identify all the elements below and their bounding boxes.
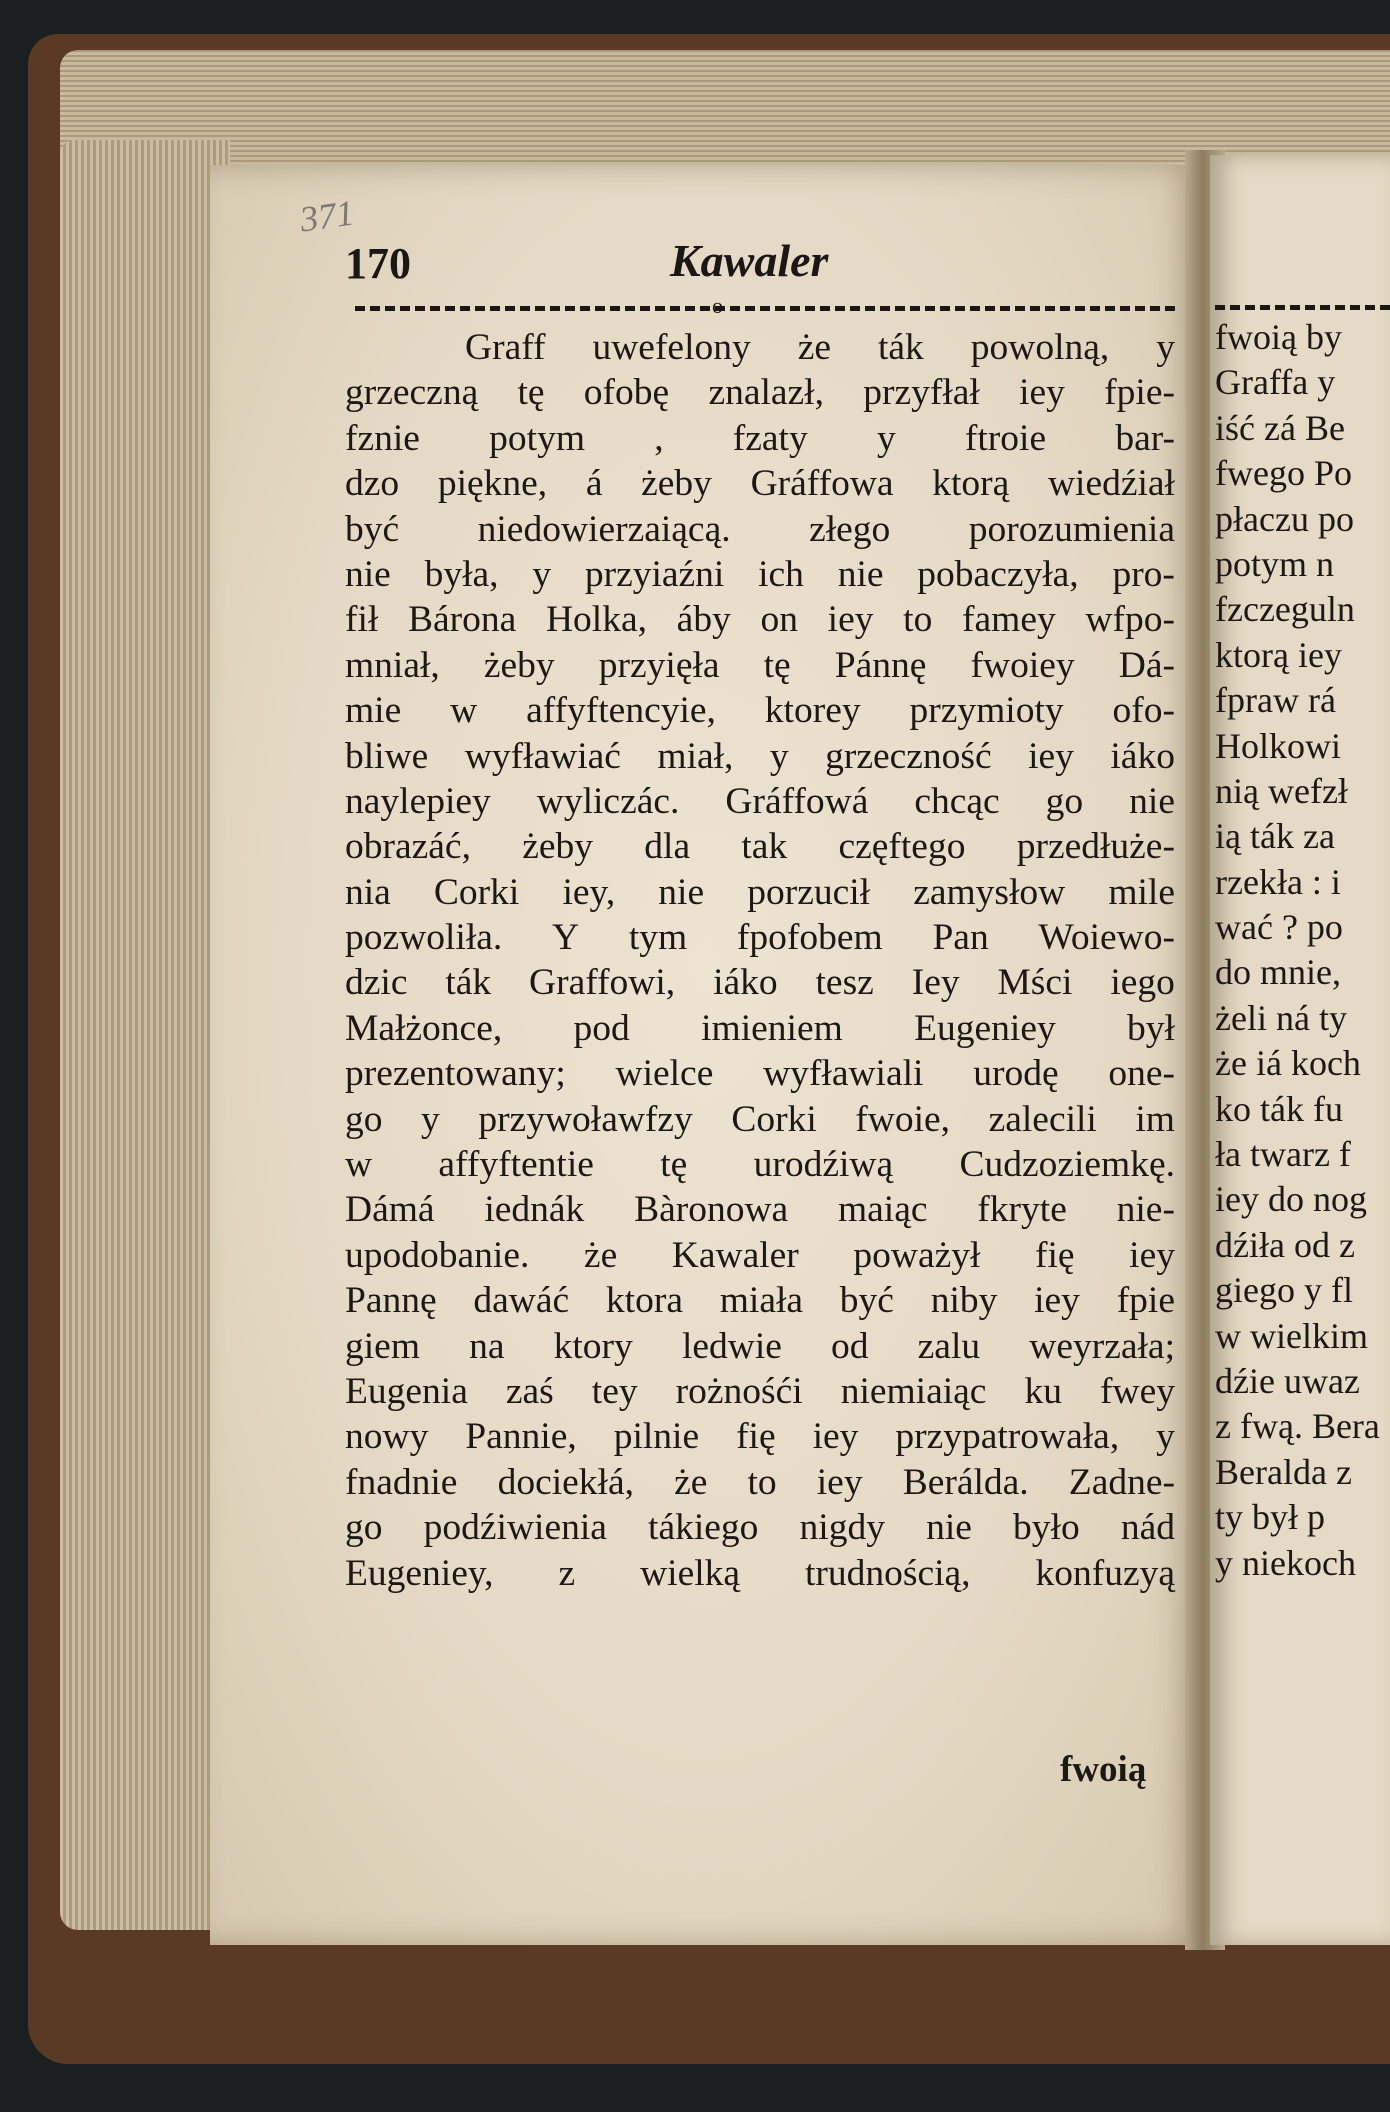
- word: go: [345, 1098, 383, 1140]
- word: Dá-: [1118, 644, 1175, 686]
- word: ftroie: [964, 417, 1047, 459]
- word: Kawaler: [671, 1234, 799, 1276]
- word: ktora: [605, 1280, 683, 1322]
- word: ktorą: [932, 463, 1010, 505]
- word: Mści: [997, 962, 1073, 1004]
- word: iey: [1019, 372, 1065, 414]
- word: niby: [930, 1280, 998, 1322]
- word: żeby: [641, 463, 712, 505]
- word: Pannie,: [465, 1416, 577, 1458]
- word: wielce: [615, 1053, 714, 1095]
- word: pobaczyła,: [917, 553, 1079, 595]
- word: w: [450, 690, 478, 732]
- word: miała: [719, 1280, 804, 1322]
- word: nie: [837, 553, 884, 595]
- word: porozumienia: [968, 508, 1175, 550]
- word: Gráffowa: [750, 463, 894, 505]
- word: Eugeniey: [914, 1007, 1056, 1049]
- right-text-line: ktorą iey: [1215, 634, 1342, 675]
- word: przedłuże-: [1016, 826, 1175, 868]
- word: ledwie: [681, 1325, 782, 1367]
- text-line: [345, 1324, 1175, 1369]
- right-text-line: fpraw rá: [1215, 680, 1336, 721]
- word: Bàronowa: [634, 1189, 789, 1231]
- word: iey: [1034, 1280, 1080, 1322]
- word: potym: [489, 417, 585, 459]
- word: przymioty: [909, 690, 1064, 732]
- word: Cudzoziemkę.: [959, 1144, 1175, 1186]
- word: poważył: [853, 1234, 981, 1276]
- word: Y: [552, 917, 580, 959]
- text-line: [345, 416, 1175, 461]
- word: bar-: [1115, 417, 1175, 459]
- word: im: [1135, 1098, 1175, 1140]
- word: był: [1127, 1007, 1175, 1049]
- word: Holka,: [545, 599, 647, 641]
- text-line: [345, 461, 1175, 506]
- word: Dámá: [345, 1189, 435, 1231]
- word: y: [769, 735, 789, 777]
- right-text-line: Beralda z: [1215, 1451, 1352, 1492]
- word: powolną,: [970, 327, 1110, 368]
- page-number: 170: [345, 239, 411, 288]
- word: było: [1013, 1507, 1080, 1549]
- word: upodobanie.: [345, 1234, 530, 1276]
- word: iey: [812, 1416, 859, 1458]
- text-line: [345, 915, 1175, 960]
- word: że: [797, 327, 831, 368]
- word: fwoiey: [970, 644, 1075, 686]
- word: przyięła: [598, 644, 720, 686]
- word: iey: [816, 1461, 863, 1503]
- word: iednák: [484, 1189, 585, 1231]
- word: wiedźiał: [1047, 463, 1175, 505]
- word: ktorey: [764, 690, 861, 732]
- word: iey: [827, 599, 874, 641]
- word: bliwe: [345, 735, 429, 777]
- word: pilnie: [613, 1416, 700, 1458]
- word: prezentowany;: [345, 1053, 566, 1095]
- text-line: [345, 370, 1175, 415]
- right-text-line: w wielkim: [1215, 1315, 1368, 1356]
- word: chcąc: [914, 780, 1000, 822]
- right-text-line: potym n: [1215, 543, 1335, 584]
- word: tym: [628, 917, 688, 959]
- word: Zadne-: [1068, 1461, 1175, 1503]
- right-text-line: dźiła od z: [1215, 1224, 1355, 1265]
- word: przypatrowała,: [895, 1416, 1120, 1458]
- word: fił: [345, 599, 379, 641]
- word: dociekłá,: [497, 1461, 634, 1503]
- word: ,: [654, 417, 664, 459]
- word: on: [760, 599, 798, 641]
- text-line: [345, 552, 1175, 597]
- word: przyiaźni: [584, 553, 725, 595]
- word: tak: [741, 826, 788, 868]
- word: Corki: [433, 871, 520, 913]
- word: fię: [1035, 1234, 1075, 1276]
- right-text-line: ła twarz f: [1215, 1134, 1351, 1175]
- word: zalu: [917, 1325, 981, 1367]
- word: affyftencyie,: [526, 690, 716, 732]
- text-line: [345, 1414, 1175, 1459]
- word: iego: [1110, 962, 1175, 1004]
- text-line: [345, 507, 1175, 552]
- right-page: [1210, 155, 1390, 1945]
- text-line: [345, 1051, 1175, 1096]
- word: fię: [736, 1416, 776, 1458]
- word: nie: [658, 871, 705, 913]
- right-text-line: fwoią by: [1215, 317, 1342, 357]
- word: fnadnie: [345, 1461, 458, 1503]
- word: famey: [962, 599, 1056, 641]
- right-text-line: że iá koch: [1215, 1043, 1361, 1084]
- word: Iey: [911, 962, 960, 1004]
- word: Pánnę: [834, 644, 927, 686]
- text-line: [345, 960, 1175, 1005]
- right-text-line: ią ták za: [1215, 816, 1335, 857]
- word: nia: [345, 871, 391, 913]
- word: żeby: [483, 644, 555, 686]
- word: Berálda.: [902, 1461, 1029, 1503]
- word: iáko: [713, 962, 778, 1004]
- word: była,: [424, 553, 499, 595]
- word: Graffowi,: [529, 962, 676, 1004]
- text-line: [345, 779, 1175, 824]
- word: Gráffowá: [725, 780, 869, 822]
- right-text-line: iey do nog: [1215, 1179, 1367, 1220]
- text-line: [345, 1187, 1175, 1232]
- word: giem: [345, 1325, 420, 1367]
- word: tę: [763, 644, 791, 686]
- word: nigdy: [799, 1507, 885, 1549]
- right-text-line: ty był p: [1215, 1497, 1326, 1538]
- word: zamysłow: [913, 871, 1066, 913]
- word: wielką: [640, 1552, 741, 1594]
- word: Woiewo-: [1038, 917, 1175, 959]
- right-text-line: z fwą. Bera: [1215, 1406, 1380, 1447]
- word: dzic: [345, 962, 408, 1004]
- right-text-line: dźie uwaz: [1215, 1360, 1360, 1401]
- text-line: [345, 1278, 1175, 1323]
- word: trudnością,: [804, 1552, 971, 1594]
- word: grzeczność: [825, 735, 992, 777]
- word: dzo: [345, 463, 400, 505]
- right-text-line: ko ták fu: [1215, 1088, 1343, 1129]
- text-line: [345, 1233, 1175, 1278]
- word: być: [839, 1280, 894, 1322]
- right-text-line: Holkowi: [1215, 725, 1341, 766]
- word: fznie: [345, 417, 420, 459]
- word: Eugeniey,: [345, 1552, 494, 1594]
- word: że: [674, 1461, 708, 1503]
- word: y: [532, 553, 552, 595]
- word: pod: [573, 1007, 630, 1049]
- word: tę: [517, 372, 545, 414]
- word: iáko: [1110, 735, 1175, 777]
- word: przywoławfzy: [478, 1098, 693, 1140]
- word: wyfławiać: [464, 735, 621, 777]
- right-text-line: y niekoch: [1215, 1542, 1356, 1583]
- header-rule: [355, 306, 1175, 311]
- word: Bárona: [408, 599, 517, 641]
- word: ták: [877, 327, 924, 368]
- word: miał,: [657, 735, 734, 777]
- right-text-line: giego y fl: [1215, 1270, 1353, 1311]
- word: iey: [1028, 735, 1074, 777]
- word: przyfłał: [863, 372, 980, 414]
- word: imieniem: [701, 1007, 843, 1049]
- right-text-line: fwego Po: [1215, 453, 1352, 494]
- word: one-: [1108, 1053, 1175, 1095]
- word: fwey: [1100, 1370, 1175, 1412]
- right-page-text: [1215, 315, 1390, 1586]
- word: Pan: [932, 917, 989, 959]
- word: zalecili: [988, 1098, 1097, 1140]
- word: porzucił: [747, 871, 871, 913]
- word: weyrzała;: [1029, 1325, 1175, 1367]
- word: zaś: [505, 1370, 554, 1412]
- text-line: [345, 1505, 1175, 1550]
- page-edges-side: [60, 140, 230, 1930]
- running-title: Kawaler: [670, 235, 829, 286]
- word: to: [747, 1461, 777, 1503]
- text-line: [345, 1460, 1175, 1505]
- word: wyliczác.: [536, 780, 680, 822]
- word: żeby: [522, 826, 594, 868]
- text-line: [345, 325, 1175, 370]
- word: ich: [758, 553, 804, 595]
- text-line: [345, 734, 1175, 779]
- word: podźiwienia: [423, 1507, 607, 1549]
- word: mie: [345, 690, 402, 732]
- text-line: [345, 688, 1175, 733]
- word: fkryte: [977, 1189, 1067, 1231]
- text-line: [345, 870, 1175, 915]
- right-text-line: wać ? po: [1215, 907, 1343, 948]
- right-text-line: płaczu po: [1215, 498, 1354, 539]
- word: ktory: [553, 1325, 633, 1367]
- word: nie-: [1116, 1189, 1175, 1231]
- word: y: [1156, 327, 1175, 368]
- word: niedowierzaiącą.: [477, 508, 731, 550]
- right-text-line: iść zá Be: [1215, 407, 1345, 448]
- word: piękne,: [437, 463, 548, 505]
- left-page-text: [345, 325, 1175, 1596]
- word: tę: [660, 1144, 688, 1186]
- word: rożnośći: [675, 1370, 803, 1412]
- word: naylepiey: [345, 780, 491, 822]
- word: pro-: [1112, 553, 1175, 595]
- word: iey: [1129, 1234, 1175, 1276]
- word: y: [421, 1098, 440, 1140]
- word: nie: [1129, 780, 1175, 822]
- text-line: [345, 1369, 1175, 1414]
- word: mile: [1108, 871, 1175, 913]
- word: tákiego: [648, 1507, 759, 1549]
- word: na: [469, 1325, 505, 1367]
- word: obrazáć,: [345, 826, 471, 868]
- word: nie: [926, 1507, 972, 1549]
- word: że: [583, 1234, 618, 1276]
- word: go: [1045, 780, 1084, 822]
- word: złego: [809, 508, 891, 550]
- word: fpie-: [1104, 372, 1175, 414]
- text-line: [345, 824, 1175, 869]
- word: á: [585, 463, 603, 505]
- word: nowy: [345, 1416, 429, 1458]
- word: fzaty: [732, 417, 808, 459]
- word: od: [831, 1325, 869, 1367]
- word: nie: [345, 553, 391, 595]
- word: wfpo-: [1085, 599, 1175, 641]
- word: dla: [644, 826, 691, 868]
- right-text-line: fzczeguln: [1215, 589, 1355, 630]
- word: wyfławiali: [763, 1053, 924, 1095]
- word: Pannę: [345, 1280, 437, 1322]
- right-text-line: nią wefzł: [1215, 770, 1348, 811]
- word: mniał,: [345, 644, 440, 686]
- word: Eugenia: [345, 1370, 468, 1412]
- word: być: [345, 508, 400, 550]
- text-line: [345, 597, 1175, 642]
- word: go: [345, 1507, 383, 1549]
- word: maiąc: [837, 1189, 928, 1231]
- text-line: [345, 1142, 1175, 1187]
- word: fwoie,: [855, 1098, 951, 1140]
- right-text-line: do mnie,: [1215, 952, 1341, 993]
- word: affyftentie: [438, 1144, 594, 1186]
- pencil-page-note: 371: [297, 192, 357, 240]
- word: to: [903, 599, 933, 641]
- word: znalazł,: [708, 372, 824, 414]
- catchword: fwoią: [1060, 1749, 1147, 1790]
- word: w: [345, 1144, 373, 1186]
- word: uwefelony: [592, 327, 751, 368]
- word: Corki: [731, 1098, 817, 1140]
- text-line: [345, 1097, 1175, 1142]
- word: urodę: [973, 1053, 1059, 1095]
- word: tesz: [815, 962, 874, 1004]
- word: pozwoliła.: [345, 917, 503, 959]
- header-rule-mark: o: [712, 293, 723, 318]
- word: y: [1156, 1416, 1175, 1458]
- word: Małżonce,: [345, 1007, 503, 1049]
- word: grzeczną: [345, 372, 479, 414]
- word: Graff: [465, 327, 546, 368]
- word: fpofobem: [736, 917, 883, 959]
- text-line: [345, 1006, 1175, 1051]
- word: konfuzyą: [1035, 1552, 1175, 1594]
- page-header: [345, 235, 1165, 298]
- word: ofo-: [1112, 690, 1175, 732]
- right-text-line: Graffa y: [1215, 362, 1336, 403]
- right-text-line: żeli ná ty: [1215, 997, 1347, 1038]
- word: z: [558, 1552, 576, 1594]
- word: ofobę: [583, 372, 670, 414]
- word: fpie: [1116, 1280, 1175, 1322]
- text-line: [345, 1551, 1175, 1596]
- right-text-line: rzekła : i: [1215, 861, 1341, 902]
- word: nád: [1120, 1507, 1175, 1549]
- text-line: [345, 643, 1175, 688]
- right-page-rule: [1215, 305, 1390, 310]
- word: ku: [1024, 1370, 1062, 1412]
- word: urodźiwą: [753, 1144, 894, 1186]
- word: y: [876, 417, 896, 459]
- word: iey,: [562, 871, 616, 913]
- word: dawáć: [473, 1280, 570, 1322]
- word: áby: [676, 599, 731, 641]
- word: ták: [445, 962, 492, 1004]
- word: tey: [591, 1370, 638, 1412]
- word: niemiaiąc: [840, 1370, 987, 1412]
- word: częftego: [838, 826, 966, 868]
